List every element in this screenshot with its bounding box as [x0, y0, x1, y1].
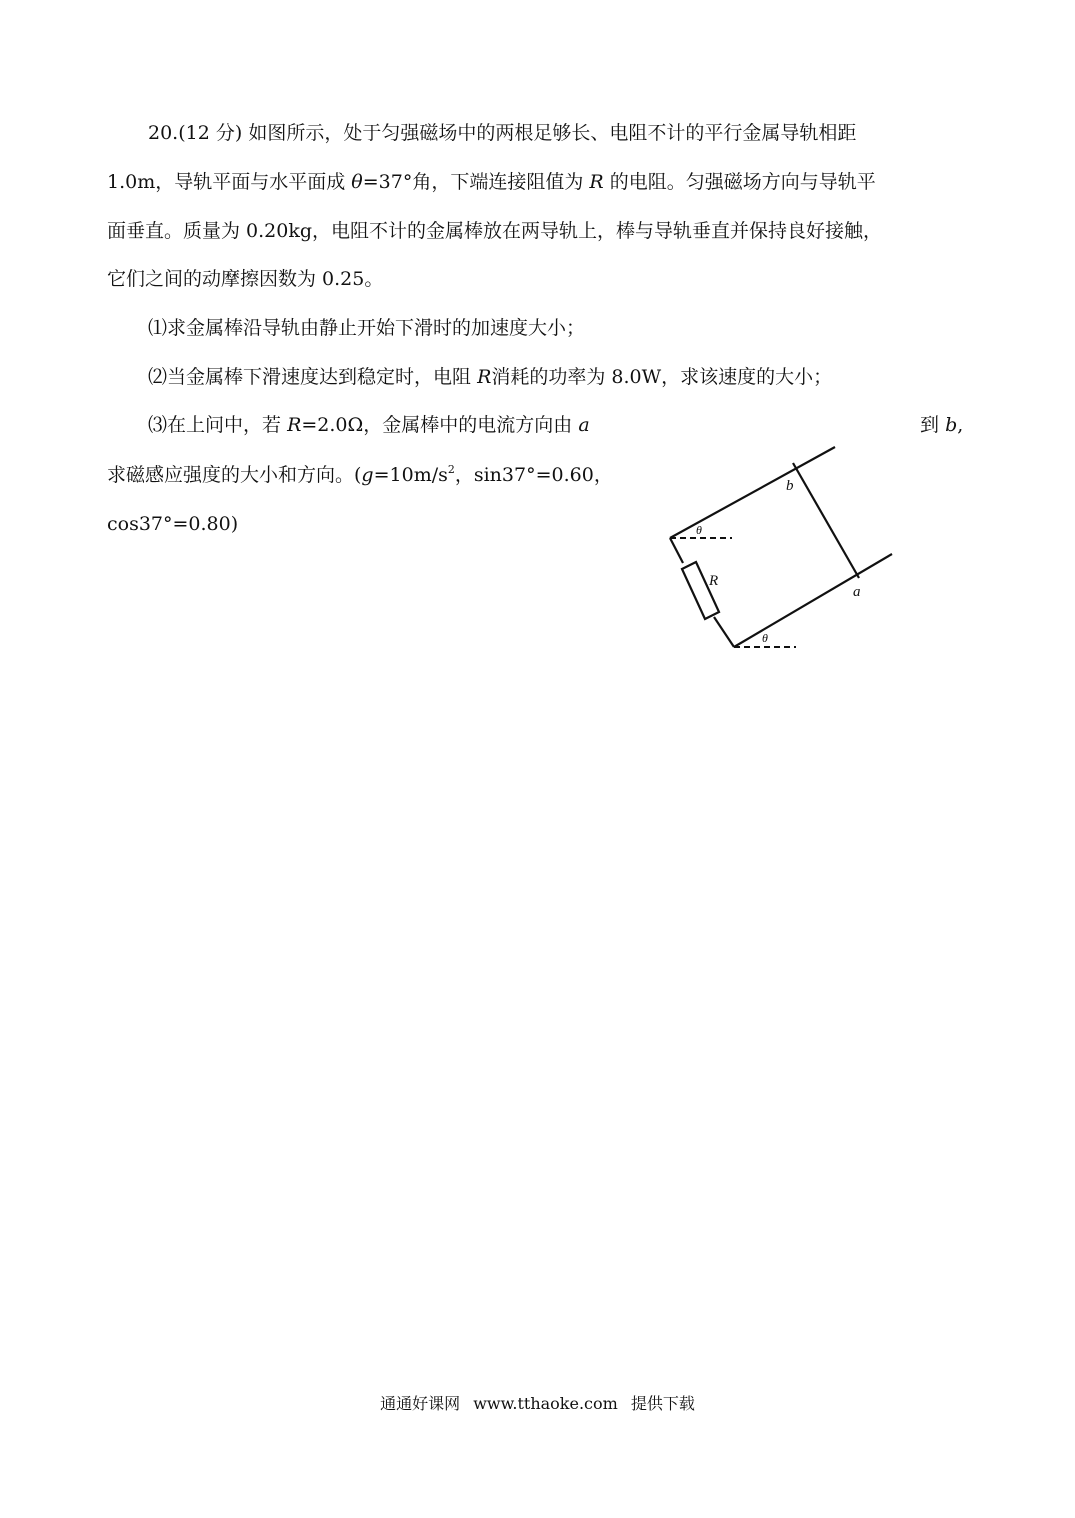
superscript: 2: [447, 463, 455, 476]
label-theta-bottom: θ: [762, 631, 768, 645]
question-text: ，sin37°=0.60，: [454, 464, 613, 486]
resistor-symbol: R: [477, 366, 492, 388]
question-text: 求磁感应强度的大小和方向。(: [107, 464, 362, 486]
resistor-symbol: R: [287, 414, 302, 436]
problem-intro: 如图所示，处于匀强磁场中的两根足够长、电阻不计的平行金属导轨相距: [248, 122, 857, 144]
rail-circuit-diagram: [650, 435, 910, 655]
label-resistor: R: [709, 573, 719, 589]
gravity-symbol: g: [361, 464, 374, 486]
footer-site-name: 通通好课网: [380, 1394, 461, 1413]
question-text: ⑶在上问中，若: [148, 414, 282, 436]
question-text: =10m/s: [373, 464, 448, 486]
problem-line-1: [148, 120, 856, 146]
problem-text: 1.0m，导轨平面与水平面成: [107, 171, 346, 193]
point-b-symbol: b: [945, 414, 958, 436]
question-3: [148, 412, 590, 438]
problem-text: 的电阻。匀强磁场方向与导轨平: [609, 171, 876, 193]
problem-line-4: [107, 266, 383, 292]
point-a-symbol: a: [578, 414, 590, 436]
lower-rail: [734, 554, 892, 647]
question-3-right: [920, 412, 963, 438]
resistor-symbol: R: [589, 171, 604, 193]
label-theta-top: θ: [696, 523, 702, 537]
question-text: cos37°=0.80): [107, 513, 239, 535]
question-text: ⑴求金属棒沿导轨由静止开始下滑时的加速度大小；: [148, 317, 586, 339]
question-2: [148, 364, 832, 390]
footer-url[interactable]: www.tthaoke.com: [473, 1394, 618, 1413]
resistor-lead-bottom: [714, 617, 734, 647]
resistor-lead-top: [670, 538, 683, 563]
metal-bar: [793, 463, 859, 578]
problem-text: =37°角，下端连接阻值为: [362, 171, 584, 193]
question-text: =2.0Ω，金属棒中的电流方向由: [301, 414, 573, 436]
label-a: a: [853, 584, 861, 600]
problem-line-3: [107, 218, 882, 244]
question-3-line-2: [107, 462, 613, 488]
footer-provider: 提供下载: [630, 1394, 695, 1413]
question-text: ,: [957, 414, 964, 436]
footer: [0, 1391, 1075, 1414]
problem-line-2: [107, 169, 876, 195]
question-3-line-3: [107, 511, 238, 537]
question-text: ⑵当金属棒下滑速度达到稳定时，电阻: [148, 366, 472, 388]
theta-symbol: θ: [351, 171, 363, 193]
problem-number: 20.(12 分): [148, 122, 243, 144]
question-1: [148, 315, 585, 341]
resistor-box: [682, 562, 719, 619]
question-text: 消耗的功率为 8.0W，求该速度的大小；: [491, 366, 833, 388]
label-b: b: [786, 478, 794, 494]
problem-text: 它们之间的动摩擦因数为 0.25。: [107, 268, 384, 290]
question-text: 到: [920, 414, 940, 436]
problem-text: 面垂直。质量为 0.20kg，电阻不计的金属棒放在两导轨上，棒与导轨垂直并保持良好接触，: [107, 220, 883, 242]
